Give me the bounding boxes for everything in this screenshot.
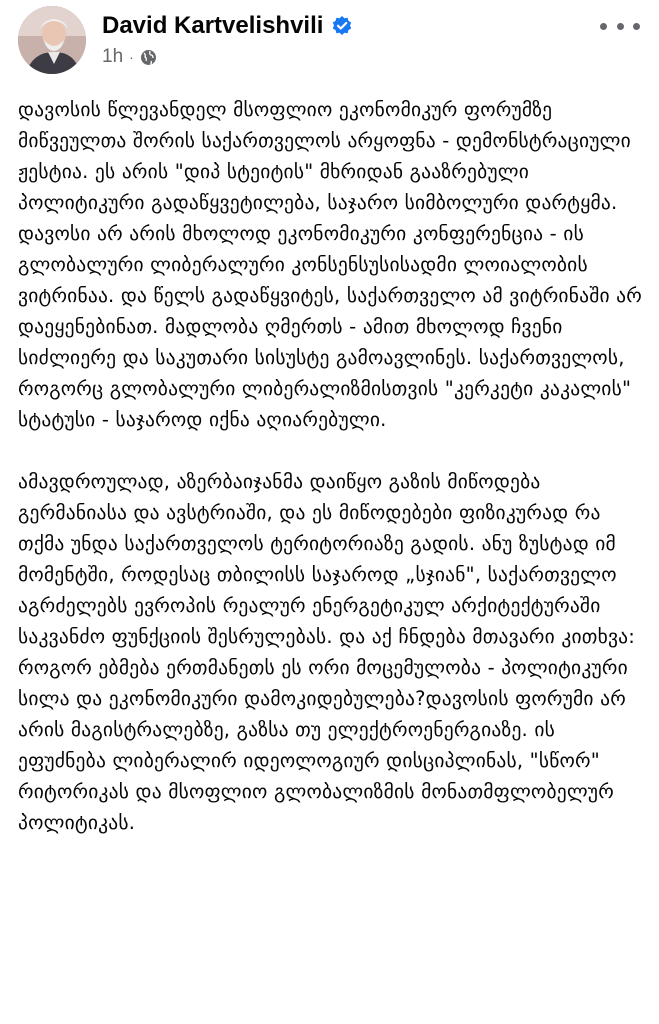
- more-dot: [633, 23, 640, 30]
- post-meta: [102, 46, 157, 68]
- avatar[interactable]: [18, 6, 86, 74]
- post-header: [0, 0, 659, 90]
- author-name-row: [102, 12, 353, 40]
- globe-icon[interactable]: [140, 49, 157, 66]
- more-dot: [617, 23, 624, 30]
- post-timestamp[interactable]: 1h: [102, 46, 124, 67]
- avatar-photo: [18, 6, 86, 74]
- post-paragraph: დავოსის წლევანდელ მსოფლიო ეკონომიკურ ფორუმზე მიწვეულთა შორის საქართველოს არყოფნა - დემონსტრაციული ჟესტია. ეს არის "დიპ სტეიტის" მხრიდან გააზრებული პოლიტიკური გადაწყვეტილება, საჯარო სიმბოლური დარტყმა. დავოსი არ არის მხოლოდ ეკონომიკური კონფერენცია - ის გლობალური ლიბერალური კონსენსუსისადმი ლოიალობის ვიტრინაა. და წელს გადაწყვიტეს, საქართველო ამ ვიტრინაში არ დაეყენებინათ. მადლობა ღმერთს - ამით მხოლოდ ჩვენი სიძლიერე და საკუთარი სისუსტე გამოავლინეს. საქართველოს, როგორც გლობალური ლიბერალიზმისთვის "კერკეტი კაკალის" სტატუსი - საჯაროდ იქნა აღიარებული.: [18, 98, 649, 431]
- verified-badge-icon: [331, 15, 353, 37]
- author-name[interactable]: David Kartvelishvili: [102, 12, 324, 39]
- more-dot: [600, 23, 607, 30]
- more-options-icon[interactable]: [600, 18, 640, 34]
- meta-separator: ·: [129, 49, 134, 65]
- post-paragraph: ამავდროულად, აზერბაიჯანმა დაიწყო გაზის მიწოდება გერმანიასა და ავსტრიაში, და ეს მიწოდებები ფიზიკურად რა თქმა უნდა საქართველოს ტერიტორიაზე გადის. ანუ ზუსტად იმ მომენტში, როდესაც თბილისს საჯაროდ „სჯიან", საქართველო აგრძელებს ევროპის რეალურ ენერგეტიკულ არქიტექტურაში საკვანძო ფუნქციის შესრულებას. და აქ ჩნდება მთავარი კითხვა: როგორ ებმება ერთმანეთს ეს ორი მოცემულობა - პოლიტიკური სილა და ეკონომიკური დამოკიდებულება?დავოსის ფორუმი არ არის მაგისტრალებზე, გაზსა თუ ელექტროენერგიაზე. ის ეფუძნება ლიბერალირ იდეოლოგიურ დისციპლინას, "სწორ" რიტორიკას და მსოფლიო გლობალიზმის მონათმფლობელურ პოლიტიკას.: [18, 470, 642, 834]
- post-body: [18, 94, 648, 838]
